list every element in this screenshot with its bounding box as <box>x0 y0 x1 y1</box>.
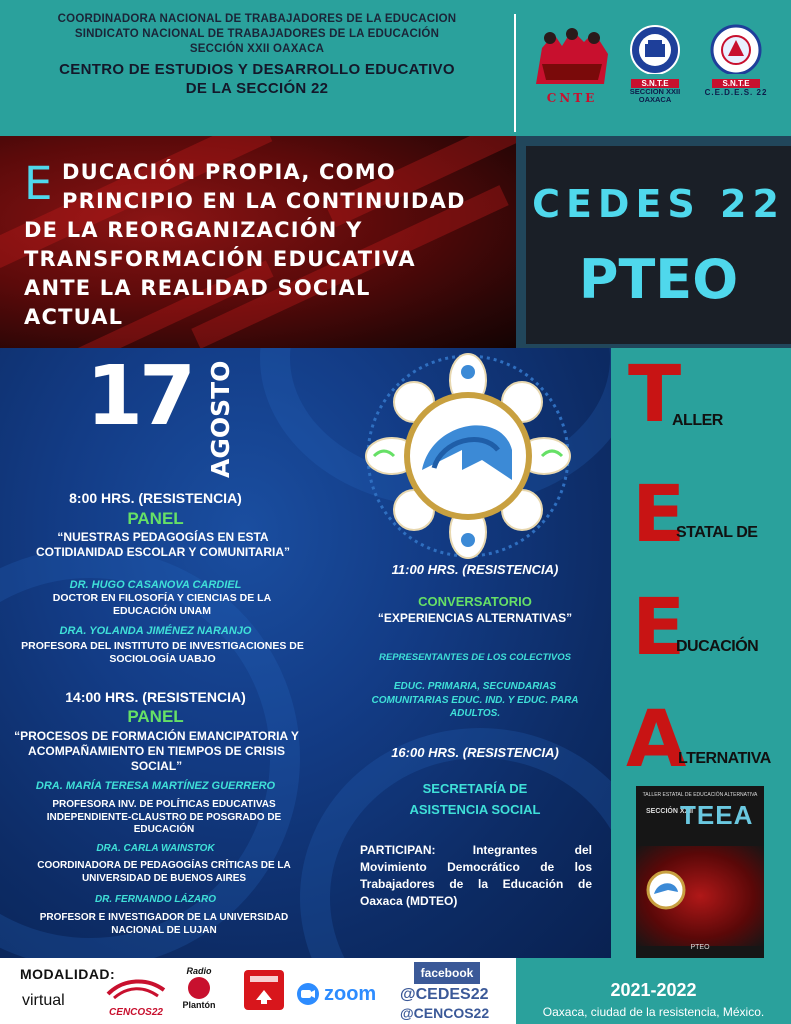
cedes-panel-inner <box>526 146 791 344</box>
participants-text: Integrantes del Movimiento Democrático de los Trabajadores de la Educación de Oaxaca (MDTEO) <box>360 843 592 908</box>
zoom-wordmark: zoom <box>324 983 377 1005</box>
session1-type: PANEL <box>127 509 184 528</box>
cencos-swoosh-icon <box>104 976 168 1002</box>
title-line-1: DUCACIÓN PROPIA, COMO <box>62 160 396 184</box>
movement-house-icon <box>244 970 284 1010</box>
org-title-cedes: CENTRO DE ESTUDIOS Y DESARROLLO EDUCATIVO <box>59 61 455 78</box>
handle-cedes22[interactable]: @CEDES22 <box>400 986 489 1003</box>
session1-time: 8:00 HRS. (RESISTENCIA) <box>69 490 242 506</box>
session2-speaker2-name: DRA. CARLA WAINSTOK <box>96 843 215 854</box>
session1-speaker2-role: PROFESORA DEL INSTITUTO DE INVESTIGACIONES DE SOCIOLOGÍA UABJO <box>21 640 304 665</box>
title-line-2: PRINCIPIO EN LA CONTINUIDAD <box>62 189 466 213</box>
movement-logo <box>244 970 284 1010</box>
header-divider <box>514 14 516 132</box>
pteo-title: PTEO <box>578 248 739 311</box>
event-month: AGOSTO <box>206 360 235 478</box>
session2-type: PANEL <box>127 707 184 726</box>
modality-value: virtual <box>22 992 65 1009</box>
session3-representatives: REPRESENTANTES DE LOS COLECTIVOS <box>379 652 571 663</box>
snte-seal-icon <box>620 24 690 74</box>
org-line-section: SECCIÓN XXII OAXACA <box>189 43 325 55</box>
session2-speaker1-role: PROFESORA INV. DE POLÍTICAS EDUCATIVAS INDEPENDIENTE-CLAUSTRO DE POSGRADO DE EDUCACIÓN <box>46 799 282 835</box>
book-brand: TEEA <box>680 800 754 830</box>
cencos-logo <box>104 976 168 1016</box>
session1-speaker1-name: DR. HUGO CASANOVA CARDIEL <box>69 579 242 591</box>
cnte-figures-icon <box>532 24 612 86</box>
teea-letter-t: T <box>628 350 682 440</box>
cnte-logo <box>532 24 612 105</box>
session2-topic: “PROCESOS DE FORMACIÓN EMANCIPATORIA Y ACOMPAÑAMIENTO EN TIEMPOS DE CRISIS SOCIAL” <box>14 729 299 773</box>
session4-time: 16:00 HRS. (RESISTENCIA) <box>391 745 559 760</box>
teea-book-cover <box>636 786 764 968</box>
book-emblem-icon <box>644 868 688 912</box>
teea-word-alternativa: LTERNATIVA <box>678 750 771 767</box>
participants-label: PARTICIPAN: <box>360 843 436 857</box>
cedes-badge: S.N.T.E <box>712 79 760 88</box>
session2-speaker3-role: PROFESOR E INVESTIGADOR DE LA UNIVERSIDAD NACIONAL DE LUJAN <box>39 912 289 936</box>
book-section: SECCIÓN XXII <box>646 808 694 815</box>
title-initial-letter: E <box>24 157 53 210</box>
handle-cencos22[interactable]: @CENCOS22 <box>400 1005 490 1021</box>
snte-badge: S.N.T.E <box>631 79 679 88</box>
org-line-cnte: COORDINADORA NACIONAL DE TRABAJADORES DE LA EDUCACION <box>57 13 457 25</box>
session3-type: CONVERSATORIO <box>418 594 532 609</box>
teea-word-taller: ALLER <box>672 412 723 429</box>
session1-topic: “NUESTRAS PEDAGOGÍAS EN ESTA COTIDIANIDAD ESCOLAR Y COMUNITARIA” <box>35 530 290 559</box>
title-line-3: DE LA REORGANIZACIÓN Y <box>24 218 363 242</box>
session2-speaker3-name: DR. FERNANDO LÁZARO <box>94 894 217 905</box>
radio-caption-bottom: Plantón <box>182 1000 216 1010</box>
org-title-section: DE LA SECCIÓN 22 <box>185 80 329 97</box>
teea-flower-emblem-icon <box>362 350 574 562</box>
snte-seccion-logo <box>620 24 690 102</box>
radio-caption-top: Radio <box>186 966 212 976</box>
teea-letter-a: A <box>626 695 687 785</box>
participants-block <box>360 842 592 910</box>
footer-years: 2021-2022 <box>610 980 697 1000</box>
cedes-caption: C.E.D.E.S. 22 <box>704 88 768 97</box>
event-title <box>24 158 494 332</box>
title-line-5: ANTE LA REALIDAD SOCIAL <box>24 276 371 300</box>
event-day: 17 <box>86 349 193 444</box>
title-line-6: ACTUAL <box>24 305 124 329</box>
title-line-4: TRANSFORMACIÓN EDUCATIVA <box>24 247 416 271</box>
teea-letter-e2: E <box>632 583 686 673</box>
radio-circle-icon <box>188 977 210 999</box>
book-pteo: PTEO <box>690 944 710 951</box>
session3-topic: “EXPERIENCIAS ALTERNATIVAS” <box>377 611 573 625</box>
cedes-logo <box>700 24 772 102</box>
zoom-camera-icon <box>296 982 320 1006</box>
session2-speaker2-role: COORDINADORA DE PEDAGOGÍAS CRÍTICAS DE LA UNIVERSIDAD DE BUENOS AIRES <box>37 860 291 884</box>
session3-groups: EDUC. PRIMARIA, SECUNDARIAS COMUNITARIAS EDUC. IND. Y EDUC. PARA ADULTOS. <box>371 681 579 719</box>
org-line-snte: SINDICATO NACIONAL DE TRABAJADORES DE LA EDUCACIÓN <box>74 28 440 40</box>
session2-time: 14:00 HRS. (RESISTENCIA) <box>65 689 246 705</box>
cedes-name: CEDES 22 <box>532 182 785 226</box>
footer-place: Oaxaca, ciudad de la resistencia, México. <box>542 1005 765 1019</box>
session1-speaker1-role: DOCTOR EN FILOSOFÍA Y CIENCIAS DE LA EDUCACIÓN UNAM <box>52 592 272 617</box>
cencos-caption: CENCOS22 <box>109 1007 163 1018</box>
teea-word-educacion: DUCACIÓN <box>676 638 759 655</box>
modality-label: MODALIDAD: <box>20 966 116 982</box>
cnte-caption: CNTE <box>546 91 598 105</box>
session2-speaker1-name: DRA. MARÍA TERESA MARTÍNEZ GUERRERO <box>35 780 276 792</box>
book-header: TALLER ESTATAL DE EDUCACIÓN ALTERNATIVA <box>642 792 758 798</box>
teea-word-estatal: STATAL DE <box>676 524 758 541</box>
snte-seccion-caption: SECCION XXII OAXACA <box>629 87 681 104</box>
facebook-badge: facebook <box>414 962 480 984</box>
session3-time: 11:00 HRS. (RESISTENCIA) <box>391 562 559 577</box>
cedes-seal-icon <box>700 24 772 74</box>
zoom-logo <box>296 982 386 1006</box>
radio-planton-logo <box>176 966 222 1016</box>
teea-letter-e1: E <box>632 470 686 560</box>
session4-organizer: SECRETARÍA DE ASISTENCIA SOCIAL <box>409 781 541 817</box>
session1-speaker2-name: DRA. YOLANDA JIMÉNEZ NARANJO <box>59 625 252 637</box>
